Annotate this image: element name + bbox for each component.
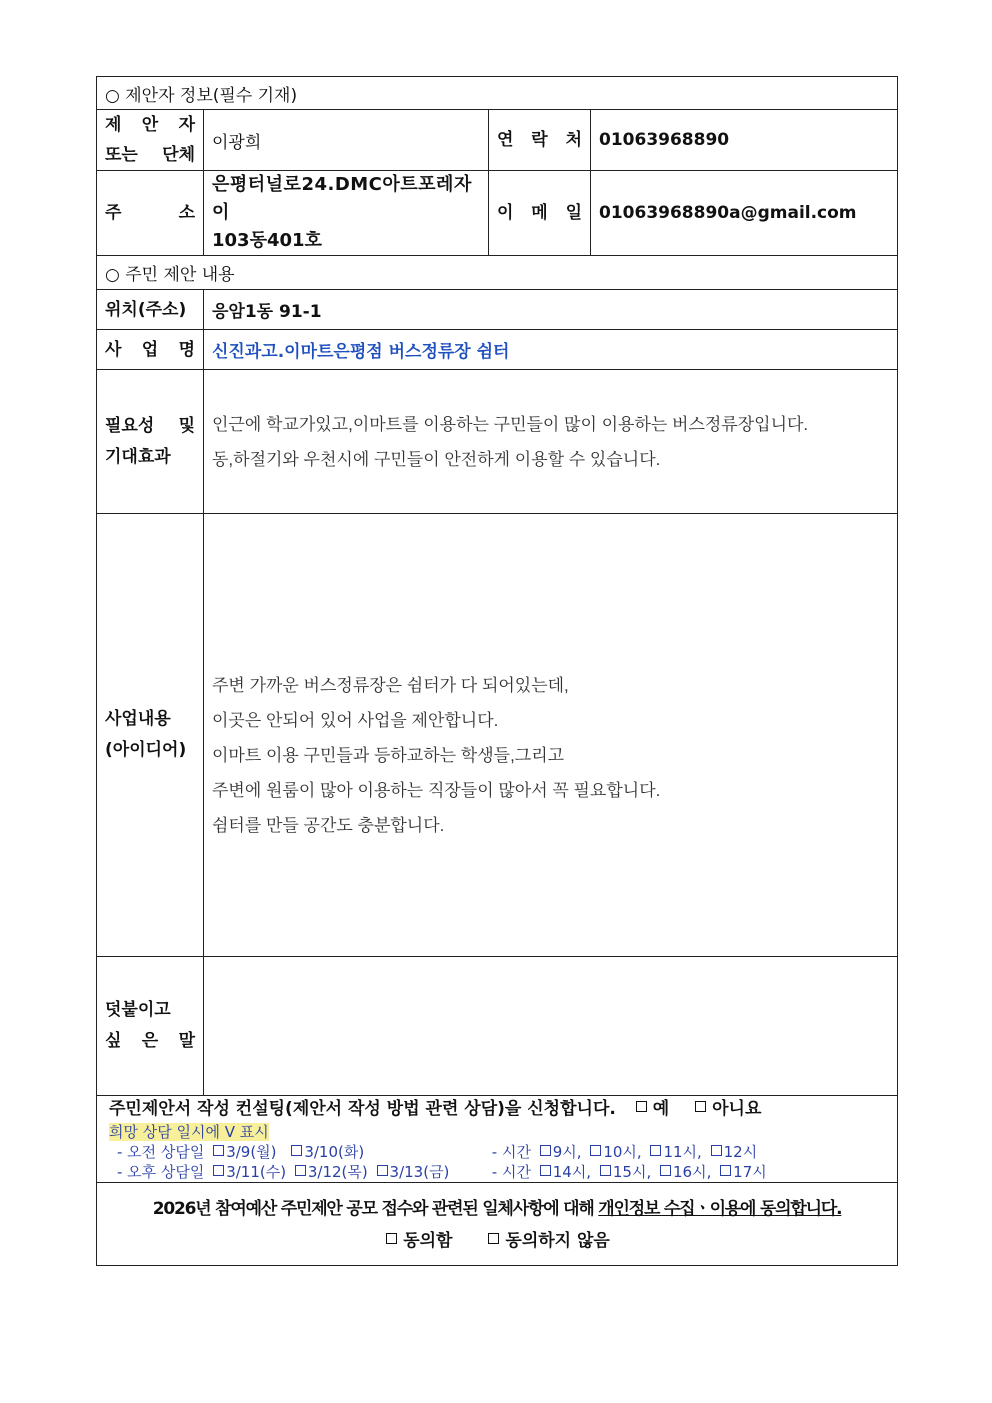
consent-section — [97, 1183, 898, 1266]
consulting-yes-option[interactable]: 예 — [634, 1099, 669, 1119]
checkbox-icon[interactable] — [213, 1145, 224, 1156]
proposer-label — [97, 110, 204, 171]
checkbox-icon[interactable] — [377, 1165, 388, 1176]
am-time-option[interactable]: 10시, — [586, 1143, 641, 1161]
checkbox-icon[interactable] — [660, 1165, 671, 1176]
checkbox-icon[interactable] — [386, 1233, 397, 1244]
checkbox-icon[interactable] — [720, 1165, 731, 1176]
pm-date-option[interactable]: 3/12(목) — [291, 1163, 368, 1181]
am-label: - 오전 상담일 — [117, 1143, 205, 1161]
contact-value[interactable]: 01063968890 — [591, 110, 898, 171]
section-proposer-info-title: ○ 제안자 정보(필수 기재) — [97, 77, 898, 110]
necessity-text[interactable] — [204, 370, 898, 514]
remarks-label — [97, 957, 204, 1096]
pm-time-option[interactable]: 15시, — [596, 1163, 651, 1181]
consulting-hint-row — [109, 1122, 885, 1142]
content-line: 이곳은 안되어 있어 사업을 제안합니다. — [212, 710, 499, 730]
consent-text: 2026년 참여예산 주민제안 공모 접수와 관련된 일체사항에 대해 — [152, 1199, 599, 1219]
am-schedule-row — [109, 1142, 885, 1162]
pm-time-option[interactable]: 14시, — [536, 1163, 591, 1181]
email-label: 이 메 일 — [489, 171, 591, 256]
proposer-name[interactable]: 이광희 — [204, 110, 489, 171]
remarks-text[interactable] — [204, 957, 898, 1096]
content-line: 이마트 이용 구민들과 등하교하는 학생들,그리고 — [212, 745, 565, 765]
am-time-label: - 시간 — [491, 1143, 531, 1161]
remarks-label-line2: 싶 은 말 — [105, 1031, 195, 1051]
consent-disagree-option[interactable]: 동의하지 않음 — [486, 1231, 609, 1251]
necessity-label-line2: 기대효과 — [105, 446, 171, 467]
checkbox-icon[interactable] — [636, 1101, 647, 1112]
proposer-label-line1: 제 안 자 — [105, 115, 195, 135]
consulting-request-line — [109, 1096, 885, 1122]
checkbox-icon[interactable] — [540, 1145, 551, 1156]
checkbox-icon[interactable] — [291, 1145, 302, 1156]
necessity-line: 동,하절기와 우천시에 구민들이 안전하게 이용할 수 있습니다. — [212, 449, 661, 469]
checkbox-icon[interactable] — [600, 1165, 611, 1176]
am-date-option[interactable]: 3/9(월) — [209, 1143, 276, 1161]
content-line: 쉼터를 만들 공간도 충분합니다. — [212, 815, 445, 835]
consent-statement — [105, 1192, 889, 1226]
consent-agree-option[interactable]: 동의함 — [384, 1231, 452, 1251]
pm-date-option[interactable]: 3/13(금) — [373, 1163, 450, 1181]
consent-options — [105, 1226, 889, 1256]
am-time-option[interactable]: 9시, — [536, 1143, 582, 1161]
pm-schedule-row — [109, 1162, 885, 1182]
content-label-line2: (아이디어) — [105, 740, 187, 760]
location-label: 위치(주소) — [97, 290, 204, 330]
checkbox-icon[interactable] — [295, 1165, 306, 1176]
checkbox-icon[interactable] — [695, 1101, 706, 1112]
am-date-option[interactable]: 3/10(화) — [287, 1143, 364, 1161]
address-line1: 은평터널로24.DMC아트포레자이 — [212, 174, 472, 223]
checkbox-icon[interactable] — [711, 1145, 722, 1156]
remarks-label-line1: 덧붙이고 — [105, 1000, 171, 1020]
pm-time-label: - 시간 — [491, 1163, 531, 1181]
pm-date-option[interactable]: 3/11(수) — [209, 1163, 286, 1181]
consulting-text: 주민제안서 작성 컨설팅(제안서 작성 방법 관련 상담)을 신청합니다. — [109, 1099, 616, 1119]
section-proposal-content-title: ○ 주민 제안 내용 — [97, 256, 898, 290]
checkbox-icon[interactable] — [650, 1145, 661, 1156]
pm-time-option[interactable]: 16시, — [656, 1163, 711, 1181]
consent-underlined-text: 개인정보 수집ㆍ이용에 동의합니다. — [598, 1199, 842, 1219]
checkbox-icon[interactable] — [590, 1145, 601, 1156]
email-value[interactable]: 01063968890a@gmail.com — [591, 171, 898, 256]
consulting-hint: 희망 상담 일시에 V 표시 — [109, 1123, 269, 1141]
address-value[interactable] — [204, 171, 489, 256]
pm-time-option[interactable]: 17시 — [716, 1163, 767, 1181]
address-line2: 103동401호 — [212, 230, 322, 251]
necessity-label — [97, 370, 204, 514]
content-text[interactable] — [204, 514, 898, 957]
address-label: 주 소 — [97, 171, 204, 256]
proposal-form — [96, 76, 898, 1266]
am-time-option[interactable]: 12시 — [707, 1143, 758, 1161]
content-label — [97, 514, 204, 957]
content-line: 주변 가까운 버스정류장은 쉼터가 다 되어있는데, — [212, 675, 569, 695]
am-time-option[interactable]: 11시, — [646, 1143, 701, 1161]
necessity-line: 인근에 학교가있고,이마트를 이용하는 구민들이 많이 이용하는 버스정류장입니다. — [212, 414, 809, 434]
project-name-label: 사 업 명 — [97, 330, 204, 370]
content-line: 주변에 원룸이 많아 이용하는 직장들이 많아서 꼭 필요합니다. — [212, 780, 661, 800]
project-name-value[interactable]: 신진과고.이마트은평점 버스정류장 쉼터 — [204, 330, 898, 370]
contact-label: 연 락 처 — [489, 110, 591, 171]
checkbox-icon[interactable] — [213, 1165, 224, 1176]
pm-label: - 오후 상담일 — [117, 1163, 205, 1181]
consulting-no-option[interactable]: 아니요 — [693, 1099, 761, 1119]
checkbox-icon[interactable] — [488, 1233, 499, 1244]
location-value[interactable]: 응암1동 91-1 — [204, 290, 898, 330]
content-label-line1: 사업내용 — [105, 709, 171, 729]
proposer-label-line2: 또는 단체 — [105, 145, 195, 165]
consulting-section — [97, 1096, 898, 1183]
checkbox-icon[interactable] — [540, 1165, 551, 1176]
necessity-label-line1: 필요성 및 — [105, 415, 195, 436]
